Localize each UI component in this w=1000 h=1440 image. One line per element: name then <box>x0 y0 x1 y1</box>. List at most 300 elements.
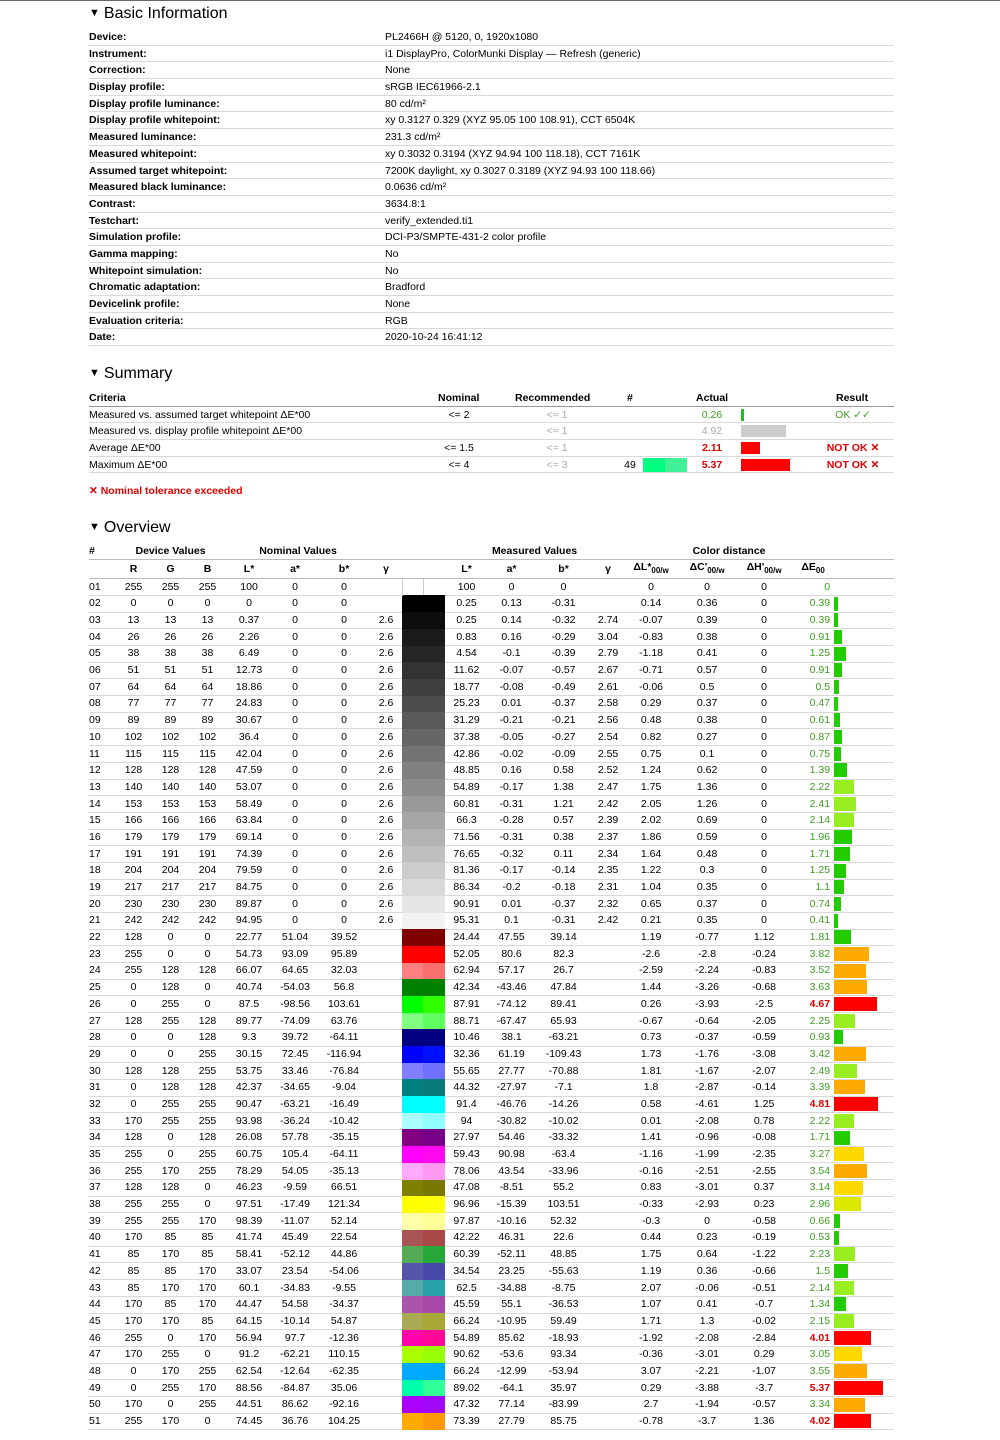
cell-num: 22 <box>89 929 115 946</box>
overview-row <box>89 996 894 1013</box>
cell-r: 128 <box>115 1180 152 1197</box>
collapse-triangle-icon[interactable]: ▼ <box>89 521 100 533</box>
cell-r: 13 <box>115 612 152 629</box>
cell-nominal-b: -64.11 <box>318 1029 370 1046</box>
cell-nominal-a: 51.04 <box>272 929 318 946</box>
cell-measured-l: 31.29 <box>445 712 488 729</box>
cell-measured-b: -63.4 <box>535 1146 592 1163</box>
cell-delta-c: 0.64 <box>678 1246 736 1263</box>
cell-measured-b: -0.29 <box>535 629 592 646</box>
cell-nominal-a: -74.09 <box>272 1013 318 1030</box>
cell-nominal-a: 0 <box>272 729 318 746</box>
cell-swatch-nominal <box>402 879 423 896</box>
overview-row <box>89 729 894 746</box>
cell-nominal-b: 104.25 <box>318 1413 370 1430</box>
cell-delta-h: -0.02 <box>736 1313 792 1330</box>
cell-measured-a: 55.1 <box>488 1296 535 1313</box>
overview-row <box>89 1380 894 1397</box>
cell-swatch-nominal <box>402 913 423 930</box>
cell-num: 03 <box>89 612 115 629</box>
cell-nominal-b: 0 <box>318 579 370 596</box>
cell-measured-l: 86.34 <box>445 879 488 896</box>
cell-measured-b: 103.51 <box>535 1196 592 1213</box>
cell-measured-l: 47.08 <box>445 1180 488 1197</box>
cell-nominal-b: -35.15 <box>318 1129 370 1146</box>
cell-delta-c: -2.08 <box>678 1330 736 1347</box>
cell-r: 0 <box>115 595 152 612</box>
cell-nominal-a: -98.56 <box>272 996 318 1013</box>
cell-nominal-gamma <box>370 1013 402 1030</box>
cell-r: 89 <box>115 712 152 729</box>
cell-delta-e-bar <box>834 1079 894 1096</box>
cell-swatch-measured <box>423 1146 445 1163</box>
cell-measured-b: -0.49 <box>535 679 592 696</box>
cell-g: 0 <box>152 1146 189 1163</box>
cell-delta-l: -0.71 <box>624 662 678 679</box>
cell-delta-e-bar <box>834 1363 894 1380</box>
delta-e-bar <box>834 730 842 744</box>
cell-measured-gamma <box>592 1230 624 1247</box>
cell-measured-b: 55.2 <box>535 1180 592 1197</box>
cell-nominal-gamma <box>370 1330 402 1347</box>
delta-e-bar <box>834 713 840 727</box>
cell-delta-e: 0.39 <box>792 612 834 629</box>
overview-row <box>89 1263 894 1280</box>
cell-delta-e-bar <box>834 629 894 646</box>
cell-nominal-l: 9.3 <box>226 1029 272 1046</box>
cell-g: 255 <box>152 1096 189 1113</box>
cell-delta-l: 0.82 <box>624 729 678 746</box>
cell-r: 179 <box>115 829 152 846</box>
cell-swatch-nominal <box>402 862 423 879</box>
cell-measured-a: 0.16 <box>488 762 535 779</box>
cell-swatch-measured <box>423 1230 445 1247</box>
cell-measured-l: 11.62 <box>445 662 488 679</box>
collapse-triangle-icon[interactable]: ▼ <box>89 367 100 379</box>
cell-measured-b: -0.09 <box>535 746 592 763</box>
cell-g: 0 <box>152 1029 189 1046</box>
overview-row <box>89 1230 894 1247</box>
cell-nominal-l: 30.15 <box>226 1046 272 1063</box>
cell-g: 204 <box>152 862 189 879</box>
col-g: G <box>152 560 189 579</box>
cell-nominal-gamma <box>370 579 402 596</box>
delta-e-bar <box>834 797 856 811</box>
delta-e-bar <box>834 1114 854 1128</box>
cell-swatch-nominal <box>402 796 423 813</box>
cell-measured-a: -64.1 <box>488 1380 535 1397</box>
cell-measured-gamma <box>592 1046 624 1063</box>
cell-swatch-nominal <box>402 779 423 796</box>
cell-swatch-nominal <box>402 1313 423 1330</box>
cell-num: 10 <box>89 729 115 746</box>
cell-b: 191 <box>189 846 226 863</box>
cell-delta-l: -0.3 <box>624 1213 678 1230</box>
cell-delta-e-bar <box>834 595 894 612</box>
overview-row <box>89 595 894 612</box>
cell-nominal-gamma <box>370 1196 402 1213</box>
cell-nominal-l: 74.39 <box>226 846 272 863</box>
cell-measured-b: -0.27 <box>535 729 592 746</box>
cell-delta-e-bar <box>834 1380 894 1397</box>
cell-measured-l: 87.91 <box>445 996 488 1013</box>
cell-measured-gamma: 2.35 <box>592 862 624 879</box>
summary-header-row <box>89 390 894 407</box>
cell-swatch-nominal <box>402 812 423 829</box>
cell-delta-e-bar <box>834 746 894 763</box>
cell-delta-h: -0.66 <box>736 1263 792 1280</box>
cell-swatch-nominal <box>402 1063 423 1080</box>
cell-delta-e-bar <box>834 862 894 879</box>
cell-nominal-l: 18.86 <box>226 679 272 696</box>
cell-swatch-nominal <box>402 963 423 980</box>
cell-measured-l: 59.43 <box>445 1146 488 1163</box>
info-label: Contrast: <box>89 197 136 210</box>
overview-row <box>89 646 894 663</box>
cell-measured-gamma: 2.67 <box>592 662 624 679</box>
cell-g: 255 <box>152 1213 189 1230</box>
cell-nominal-a: 0 <box>272 646 318 663</box>
delta-e-bar <box>834 864 846 878</box>
cell-delta-c: 0 <box>678 1213 736 1230</box>
cell-delta-l: -0.33 <box>624 1196 678 1213</box>
cell-num: 40 <box>89 1230 115 1247</box>
overview-row <box>89 629 894 646</box>
overview-row <box>89 1346 894 1363</box>
cell-swatch-nominal <box>402 1330 423 1347</box>
cell-num: 32 <box>89 1096 115 1113</box>
cell-delta-l: 1.04 <box>624 879 678 896</box>
cell-nominal-b: 0 <box>318 812 370 829</box>
cell-delta-e: 2.22 <box>792 779 834 796</box>
summary-bar <box>741 425 786 437</box>
cell-delta-e-bar <box>834 1263 894 1280</box>
cell-measured-gamma: 2.39 <box>592 812 624 829</box>
cell-measured-b: -0.32 <box>535 612 592 629</box>
cell-swatch-nominal <box>402 1013 423 1030</box>
cell-delta-l: 0.44 <box>624 1230 678 1247</box>
info-value: No <box>385 247 399 260</box>
cell-r: 170 <box>115 1396 152 1413</box>
cell-delta-h: 0 <box>736 679 792 696</box>
cell-delta-h: 0 <box>736 595 792 612</box>
overview-row <box>89 946 894 963</box>
cell-delta-e-bar <box>834 779 894 796</box>
cell-nominal-a: -34.65 <box>272 1079 318 1096</box>
cell-delta-e: 3.82 <box>792 946 834 963</box>
delta-e-bar <box>834 1414 871 1428</box>
cell-nominal-b: 0 <box>318 712 370 729</box>
cell-nominal-a: 0 <box>272 862 318 879</box>
overview-group-header-row <box>89 543 894 560</box>
collapse-triangle-icon[interactable]: ▼ <box>89 7 100 19</box>
overview-row <box>89 1363 894 1380</box>
cell-g: 0 <box>152 1396 189 1413</box>
section-overview[interactable]: ▼ Overview <box>89 519 171 536</box>
cell-swatch-nominal <box>402 579 423 596</box>
cell-nominal-gamma <box>370 1380 402 1397</box>
info-row <box>89 279 894 296</box>
info-row <box>89 313 894 330</box>
cell-r: 255 <box>115 579 152 596</box>
cell-measured-b: -0.57 <box>535 662 592 679</box>
cell-nominal-a: 0 <box>272 846 318 863</box>
col-delta-e: $\Delta E_{00}$ <box>792 560 834 579</box>
cell-nominal-l: 54.73 <box>226 946 272 963</box>
cell-r: 0 <box>115 1079 152 1096</box>
cell-nominal-a: 23.54 <box>272 1263 318 1280</box>
cell-measured-a: -0.1 <box>488 646 535 663</box>
cell-delta-e-bar <box>834 1096 894 1113</box>
delta-e-bar <box>834 880 844 894</box>
cell-measured-b: -36.53 <box>535 1296 592 1313</box>
cell-measured-b: 52.32 <box>535 1213 592 1230</box>
cell-measured-l: 62.5 <box>445 1280 488 1297</box>
cell-num: 33 <box>89 1113 115 1130</box>
cell-b: 128 <box>189 963 226 980</box>
summary-nominal: <= 2 <box>448 408 470 421</box>
col-r: R <box>115 560 152 579</box>
cell-delta-h: 0.37 <box>736 1180 792 1197</box>
cell-nominal-b: 103.61 <box>318 996 370 1013</box>
cell-swatch-measured <box>423 1346 445 1363</box>
cell-g: 170 <box>152 1280 189 1297</box>
cell-delta-h: -0.24 <box>736 946 792 963</box>
cell-delta-l: 3.07 <box>624 1363 678 1380</box>
cell-measured-gamma: 2.58 <box>592 696 624 713</box>
cell-delta-h: -0.58 <box>736 1213 792 1230</box>
cell-nominal-b: 0 <box>318 729 370 746</box>
cell-delta-e: 0.41 <box>792 913 834 930</box>
cell-swatch-measured <box>423 1280 445 1297</box>
cell-delta-h: 0 <box>736 779 792 796</box>
cell-b: 255 <box>189 1396 226 1413</box>
cell-swatch-measured <box>423 1180 445 1197</box>
cell-g: 166 <box>152 812 189 829</box>
cell-nominal-a: 0 <box>272 629 318 646</box>
overview-row <box>89 1096 894 1113</box>
cell-measured-gamma <box>592 1196 624 1213</box>
cell-swatch-nominal <box>402 829 423 846</box>
cell-b: 0 <box>189 1180 226 1197</box>
cell-measured-l: 66.3 <box>445 812 488 829</box>
cell-swatch-measured <box>423 1046 445 1063</box>
cell-measured-a: -52.11 <box>488 1246 535 1263</box>
cell-b: 170 <box>189 1263 226 1280</box>
cell-nominal-a: -54.03 <box>272 979 318 996</box>
cell-num: 17 <box>89 846 115 863</box>
section-summary[interactable]: ▼ Summary <box>89 365 173 382</box>
cell-measured-a: 47.55 <box>488 929 535 946</box>
cell-measured-gamma: 2.52 <box>592 762 624 779</box>
cell-b: 85 <box>189 1230 226 1247</box>
cell-nominal-b: 0 <box>318 796 370 813</box>
cell-measured-a: -0.07 <box>488 662 535 679</box>
cell-measured-a: -0.28 <box>488 812 535 829</box>
cell-nominal-gamma: 2.6 <box>370 862 402 879</box>
info-label: Devicelink profile: <box>89 298 180 310</box>
cell-nominal-a: 0 <box>272 829 318 846</box>
cell-nominal-gamma: 2.6 <box>370 712 402 729</box>
cell-delta-c: -3.88 <box>678 1380 736 1397</box>
cell-nominal-a: 0 <box>272 779 318 796</box>
cell-measured-gamma <box>592 1246 624 1263</box>
cell-nominal-gamma <box>370 1079 402 1096</box>
cell-num: 43 <box>89 1280 115 1297</box>
section-basic-information[interactable]: ▼ Basic Information <box>89 5 228 22</box>
cell-num: 25 <box>89 979 115 996</box>
cell-nominal-l: 36.4 <box>226 729 272 746</box>
cell-nominal-l: 66.07 <box>226 963 272 980</box>
cell-g: 0 <box>152 1330 189 1347</box>
cell-r: 0 <box>115 1046 152 1063</box>
info-row <box>89 146 894 163</box>
cell-swatch-nominal <box>402 1296 423 1313</box>
cell-num: 47 <box>89 1346 115 1363</box>
cell-delta-c: 0.41 <box>678 1296 736 1313</box>
cell-nominal-b: 0 <box>318 779 370 796</box>
cell-swatch-measured <box>423 1079 445 1096</box>
cell-delta-c: 0.41 <box>678 646 736 663</box>
cell-measured-gamma <box>592 963 624 980</box>
cell-b: 140 <box>189 779 226 796</box>
header-color-distance: Color distance <box>624 543 834 560</box>
cell-measured-a: -67.47 <box>488 1013 535 1030</box>
overview-row <box>89 879 894 896</box>
delta-e-bar <box>834 1364 867 1378</box>
cell-delta-e: 0.75 <box>792 746 834 763</box>
cell-r: 128 <box>115 762 152 779</box>
cell-b: 170 <box>189 1213 226 1230</box>
cell-nominal-b: -62.35 <box>318 1363 370 1380</box>
cell-measured-gamma <box>592 1079 624 1096</box>
cell-b: 166 <box>189 812 226 829</box>
cell-measured-gamma <box>592 1180 624 1197</box>
cell-delta-l: 2.05 <box>624 796 678 813</box>
cell-delta-h: -0.19 <box>736 1230 792 1247</box>
info-value: No <box>385 264 399 277</box>
info-label: Correction: <box>89 64 146 77</box>
cell-measured-b: 89.41 <box>535 996 592 1013</box>
cell-nominal-l: 42.37 <box>226 1079 272 1096</box>
cell-delta-c: -3.01 <box>678 1346 736 1363</box>
cell-delta-c: 0.69 <box>678 812 736 829</box>
cell-delta-e: 3.39 <box>792 1079 834 1096</box>
delta-e-bar <box>834 830 852 844</box>
cell-delta-e: 0.47 <box>792 696 834 713</box>
delta-e-bar <box>834 680 839 694</box>
delta-e-bar <box>834 1030 843 1044</box>
cell-delta-e: 0.74 <box>792 896 834 913</box>
cell-measured-l: 89.02 <box>445 1380 488 1397</box>
cell-num: 19 <box>89 879 115 896</box>
cell-swatch-measured <box>423 1196 445 1213</box>
cell-swatch-measured <box>423 1129 445 1146</box>
cell-nominal-gamma <box>370 996 402 1013</box>
cell-delta-h: -0.68 <box>736 979 792 996</box>
delta-e-bar <box>834 747 841 761</box>
cell-nominal-l: 60.1 <box>226 1280 272 1297</box>
summary-result: OK ✓✓ <box>835 408 871 421</box>
cell-delta-e: 3.63 <box>792 979 834 996</box>
cell-nominal-l: 63.84 <box>226 812 272 829</box>
cell-delta-e: 3.54 <box>792 1163 834 1180</box>
cell-delta-l: 2.07 <box>624 1280 678 1297</box>
overview-row <box>89 1113 894 1130</box>
cell-delta-e: 0.91 <box>792 662 834 679</box>
cell-swatch-nominal <box>402 595 423 612</box>
cell-measured-a: 57.17 <box>488 963 535 980</box>
cell-swatch-measured <box>423 996 445 1013</box>
cell-g: 170 <box>152 1313 189 1330</box>
delta-e-bar <box>834 914 838 928</box>
cell-delta-l: 0.01 <box>624 1113 678 1130</box>
cell-num: 14 <box>89 796 115 813</box>
summary-swatch <box>665 458 687 472</box>
cell-measured-a: 27.79 <box>488 1413 535 1430</box>
cell-measured-a: -0.21 <box>488 712 535 729</box>
cell-delta-c: 0.37 <box>678 896 736 913</box>
cell-r: 255 <box>115 963 152 980</box>
delta-e-bar <box>834 663 842 677</box>
cell-delta-h: 0 <box>736 696 792 713</box>
delta-e-bar <box>834 1131 850 1145</box>
cell-nominal-gamma: 2.6 <box>370 896 402 913</box>
cell-swatch-measured <box>423 862 445 879</box>
summary-criteria: Measured vs. assumed target whitepoint ΔE*00 <box>89 408 311 421</box>
cell-nominal-gamma <box>370 1263 402 1280</box>
cell-delta-e: 4.67 <box>792 996 834 1013</box>
cell-measured-a: -10.95 <box>488 1313 535 1330</box>
cell-nominal-l: 97.51 <box>226 1196 272 1213</box>
cell-num: 51 <box>89 1413 115 1430</box>
cell-swatch-measured <box>423 595 445 612</box>
delta-e-bar <box>834 1347 862 1361</box>
tolerance-note: ✕ Nominal tolerance exceeded <box>89 485 243 497</box>
info-row <box>89 229 894 246</box>
cell-swatch-nominal <box>402 712 423 729</box>
cell-measured-l: 91.4 <box>445 1096 488 1113</box>
overview-row <box>89 612 894 629</box>
info-row <box>89 79 894 96</box>
info-label: Date: <box>89 331 116 344</box>
cell-delta-e-bar <box>834 1280 894 1297</box>
cell-measured-b: -55.63 <box>535 1263 592 1280</box>
cell-nominal-a: -52.12 <box>272 1246 318 1263</box>
cell-swatch-measured <box>423 1246 445 1263</box>
cell-delta-c: 0.1 <box>678 746 736 763</box>
col-measured-b: b* <box>535 560 592 579</box>
cell-delta-h: -2.84 <box>736 1330 792 1347</box>
cell-r: 255 <box>115 1330 152 1347</box>
cell-delta-c: 0.59 <box>678 829 736 846</box>
cell-delta-l: -0.36 <box>624 1346 678 1363</box>
cell-measured-a: -0.17 <box>488 862 535 879</box>
summary-actual: 5.37 <box>701 458 723 471</box>
cell-delta-l: 0.83 <box>624 1180 678 1197</box>
cell-swatch-nominal <box>402 1196 423 1213</box>
cell-delta-c: -0.37 <box>678 1029 736 1046</box>
cell-nominal-gamma <box>370 963 402 980</box>
cell-measured-gamma: 2.47 <box>592 779 624 796</box>
cell-delta-l: 0 <box>624 579 678 596</box>
cell-nominal-b: 44.86 <box>318 1246 370 1263</box>
overview-row <box>89 1313 894 1330</box>
cell-nominal-b: -54.06 <box>318 1263 370 1280</box>
cell-measured-a: 0 <box>488 579 535 596</box>
cell-b: 77 <box>189 696 226 713</box>
cell-nominal-a: 0 <box>272 762 318 779</box>
